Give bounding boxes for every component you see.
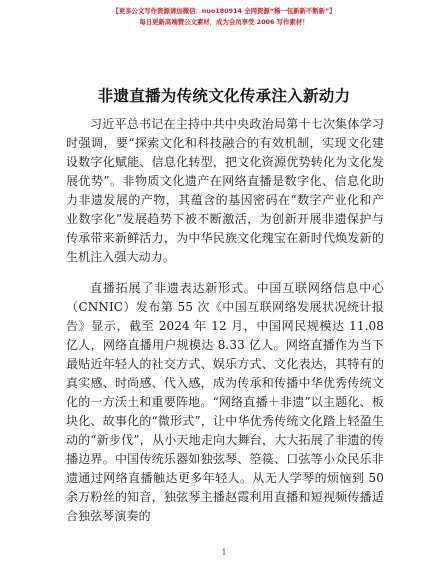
paragraph-1: 习近平总书记在主持中共中央政治局第十七次集体学习时强调，要“探索文化和科技融合的有效机制，实现文化建设数字化赋能、信息化转型，把文化资源优势转化为文化发展优势”。非物质文化遗产在网络直播是数字化、信息化助力非遗发展的产物，其蕴含的基因密码在“数字产业化和产业数字化”发展趋势下被不断激活，为创新开展非遗保护与传承带来新鲜活力，为中华民族文化瑰宝在新时代焕发新的生机注入强大动力。 <box>66 117 384 264</box>
document-title: 非遗直播为传统文化传承注入新动力 <box>97 87 351 105</box>
page-number: 1 <box>221 548 227 557</box>
paragraph-2: 直播拓展了非遗表达新形式。中国互联网络信息中心（CNNIC）发布第 55 次《中国互联网络发展状况统计报告》显示，截至 2024 年 12 月，中国网民规模达 11.08 亿人，网络直播用户规模达 8.33 亿人。网络直播作为当下最贴近年轻人的社交方式、娱乐方式、文化表达，其特有的真实感、时尚感、代入感，成为传承和传播中华优秀传统文化的一方沃土和重要阵地。“网络直播＋非遗”以主题化、板块化、故事化的“微形式”，让中华优秀传统文化踏上轻盈生动的“新步伐”，从小天地走向大舞台，大大拓展了非遗的传播边界。中国传统乐器如独弦琴、箜篌、口弦等小众民乐非遗通过网络直播触达更多年轻人。从无人学琴的烦恼到 50 余万粉丝的知音，独弦琴主播赵霞利用直播和短视频传播适合独弦琴演奏的 <box>66 281 384 523</box>
document-body <box>66 115 384 526</box>
banner-line-1: 【更多公文写作资源请加微信：nuo180914 全网资源“稀一包新新不断新”】 <box>112 7 336 15</box>
promo-banner <box>0 6 448 28</box>
banner-line-2: 每日更新高端赞公文素材，成为会员享受 2006 写作素材！ <box>139 18 309 26</box>
